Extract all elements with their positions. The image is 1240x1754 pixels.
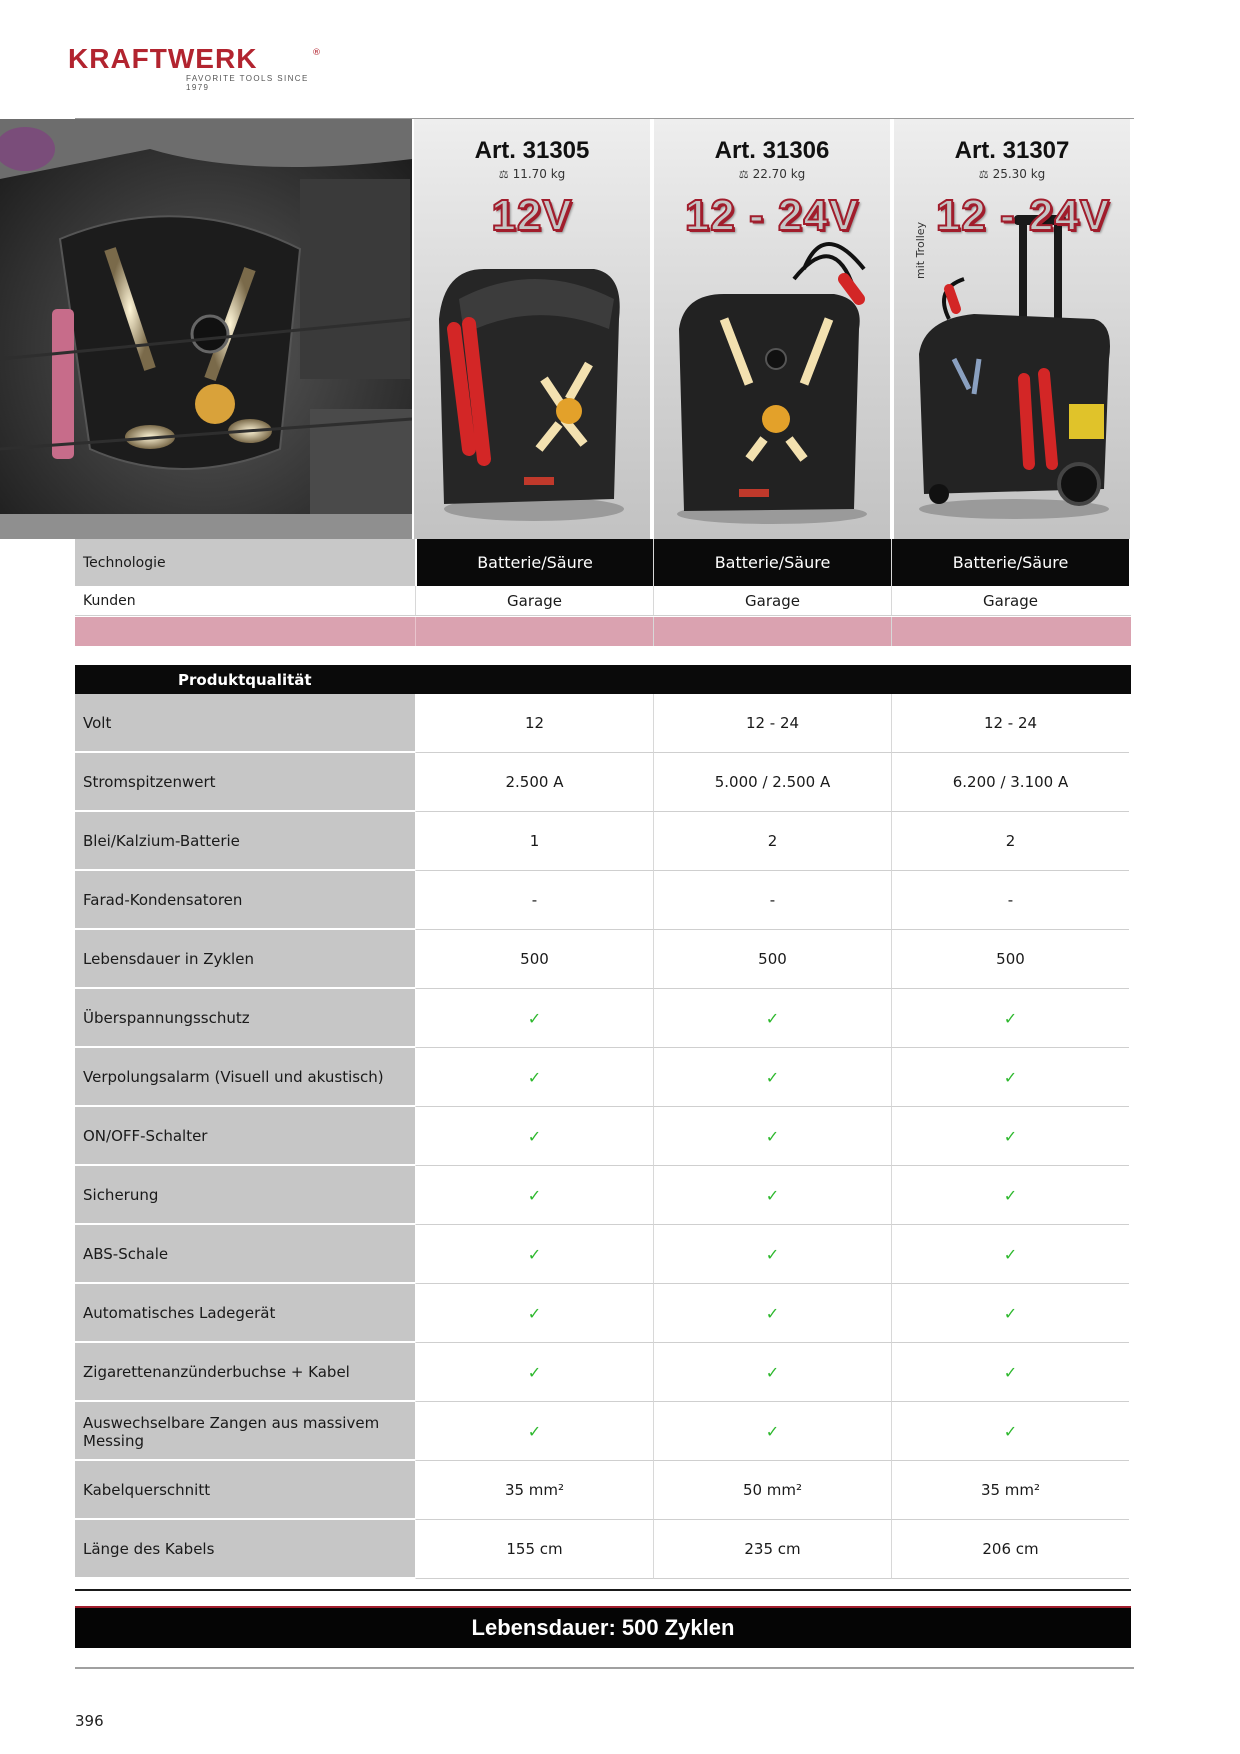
check-icon: ✓ — [527, 1126, 542, 1146]
check-icon: ✓ — [765, 1008, 780, 1028]
row-label: ON/OFF-Schalter — [75, 1107, 415, 1166]
table-row — [75, 871, 1131, 930]
check-icon: ✓ — [1003, 1126, 1018, 1146]
product-panel-31305 — [414, 119, 650, 539]
product-weight: ⚖ 22.70 kg — [738, 167, 806, 181]
engine-bay-photo — [0, 119, 412, 539]
check-icon: ✓ — [765, 1126, 780, 1146]
table-row — [75, 753, 1131, 812]
table-cell — [653, 1048, 891, 1107]
check-icon: ✓ — [765, 1421, 780, 1441]
table-cell: Garage — [653, 586, 891, 615]
voltage-badge: 12V — [491, 191, 573, 240]
table-cell — [653, 1284, 891, 1343]
table-row — [75, 1107, 1131, 1166]
row-label: Kunden — [75, 586, 415, 615]
check-icon: ✓ — [765, 1185, 780, 1205]
voltage-badge: 12 - 24V — [684, 191, 860, 240]
table-cell: - — [653, 871, 891, 930]
table-cell: 500 — [653, 930, 891, 989]
row-label: Länge des Kabels — [75, 1520, 415, 1579]
check-icon: ✓ — [527, 1185, 542, 1205]
brand-name: KRAFTWERK — [68, 43, 258, 74]
check-icon: ✓ — [527, 1008, 542, 1028]
table-cell — [891, 1402, 1129, 1461]
table-row-technologie — [75, 539, 1131, 586]
table-cell — [415, 617, 653, 646]
registered-mark: ® — [312, 48, 321, 58]
table-cell — [653, 1166, 891, 1225]
table-cell: 2 — [891, 812, 1129, 871]
row-label: Sicherung — [75, 1166, 415, 1225]
brand-tagline: FAVORITE TOOLS SINCE 1979 — [186, 74, 309, 92]
booster-12v-illustration — [414, 119, 650, 539]
row-label: Überspannungsschutz — [75, 989, 415, 1048]
check-icon: ✓ — [1003, 1244, 1018, 1264]
check-icon: ✓ — [1003, 1067, 1018, 1087]
table-cell: 500 — [891, 930, 1129, 989]
table-row — [75, 694, 1131, 753]
check-icon: ✓ — [765, 1303, 780, 1323]
table-cell — [415, 1166, 653, 1225]
table-row — [75, 1225, 1131, 1284]
table-cell — [415, 1225, 653, 1284]
article-number: Art. 31307 — [954, 137, 1070, 164]
table-cell: 12 — [415, 694, 653, 753]
table-row — [75, 1166, 1131, 1225]
table-cell: 6.200 / 3.100 A — [891, 753, 1129, 812]
check-icon: ✓ — [1003, 1185, 1018, 1205]
row-label: Volt — [75, 694, 415, 753]
check-icon: ✓ — [765, 1362, 780, 1382]
product-weight: ⚖ 25.30 kg — [978, 167, 1046, 181]
product-panel-31306 — [654, 119, 890, 539]
row-label: Zigarettenanzünderbuchse + Kabel — [75, 1343, 415, 1402]
table-cell — [891, 1048, 1129, 1107]
row-label: Kabelquerschnitt — [75, 1461, 415, 1520]
table-cell — [653, 617, 891, 646]
check-icon: ✓ — [527, 1303, 542, 1323]
table-cell: 35 mm² — [891, 1461, 1129, 1520]
table-cell: 206 cm — [891, 1520, 1129, 1579]
lifetime-banner: Lebensdauer: 500 Zyklen — [75, 1606, 1131, 1648]
check-icon: ✓ — [765, 1244, 780, 1264]
table-row — [75, 1520, 1131, 1579]
table-row — [75, 1402, 1131, 1461]
section-header: Produktqualität — [75, 665, 1131, 694]
table-row — [75, 1048, 1131, 1107]
table-cell: 1 — [415, 812, 653, 871]
table-cell — [891, 1343, 1129, 1402]
table-cell: 235 cm — [653, 1520, 891, 1579]
table-cell: 35 mm² — [415, 1461, 653, 1520]
row-label: ABS-Schale — [75, 1225, 415, 1284]
table-row — [75, 1284, 1131, 1343]
table-bottom-rule — [75, 1589, 1131, 1591]
booster-trolley-illustration — [894, 119, 1130, 539]
table-cell — [891, 1166, 1129, 1225]
table-cell: 5.000 / 2.500 A — [653, 753, 891, 812]
table-cell — [653, 1225, 891, 1284]
row-label: Verpolungsalarm (Visuell und akustisch) — [75, 1048, 415, 1107]
table-cell — [415, 1343, 653, 1402]
table-cell: - — [415, 871, 653, 930]
bottom-divider — [75, 1667, 1134, 1669]
row-label: Auswechselbare Zangen aus massivem Messing — [75, 1402, 415, 1461]
table-cell: 50 mm² — [653, 1461, 891, 1520]
table-cell — [891, 617, 1129, 646]
table-cell — [891, 1284, 1129, 1343]
table-row — [75, 1343, 1131, 1402]
table-cell: Batterie/Säure — [653, 539, 891, 586]
check-icon: ✓ — [1003, 1421, 1018, 1441]
table-cell: - — [891, 871, 1129, 930]
article-number: Art. 31306 — [714, 137, 830, 164]
scale-icon: ⚖ — [498, 168, 509, 181]
row-label: Farad-Kondensatoren — [75, 871, 415, 930]
row-label: Stromspitzenwert — [75, 753, 415, 812]
article-number: Art. 31305 — [474, 137, 590, 164]
product-panel-31307 — [894, 119, 1130, 539]
table-row — [75, 1461, 1131, 1520]
scale-icon: ⚖ — [978, 168, 989, 181]
table-row-kunden — [75, 586, 1131, 616]
page-number: 396 — [75, 1712, 104, 1730]
table-cell — [891, 989, 1129, 1048]
check-icon: ✓ — [527, 1244, 542, 1264]
check-icon: ✓ — [1003, 1303, 1018, 1323]
engine-bay-illustration — [0, 119, 412, 539]
booster-12-24v-illustration — [654, 119, 890, 539]
table-cell: Batterie/Säure — [891, 539, 1129, 586]
table-cell — [891, 1107, 1129, 1166]
table-cell: 2.500 A — [415, 753, 653, 812]
table-cell — [653, 1107, 891, 1166]
table-cell: 2 — [653, 812, 891, 871]
table-cell: Garage — [891, 586, 1129, 615]
table-cell — [415, 1107, 653, 1166]
check-icon: ✓ — [527, 1362, 542, 1382]
check-icon: ✓ — [1003, 1362, 1018, 1382]
table-cell — [891, 1225, 1129, 1284]
voltage-badge: 12 - 24V — [935, 191, 1111, 240]
check-icon: ✓ — [527, 1067, 542, 1087]
table-cell — [653, 989, 891, 1048]
table-cell: 12 - 24 — [653, 694, 891, 753]
brand-logo — [68, 43, 328, 92]
table-cell: 500 — [415, 930, 653, 989]
table-cell: Garage — [415, 586, 653, 615]
check-icon: ✓ — [765, 1067, 780, 1087]
row-label: Technologie — [75, 539, 415, 586]
row-label: Blei/Kalzium-Batterie — [75, 812, 415, 871]
table-cell — [653, 1343, 891, 1402]
table-cell: 155 cm — [415, 1520, 653, 1579]
table-row — [75, 812, 1131, 871]
table-cell: 12 - 24 — [891, 694, 1129, 753]
product-weight: ⚖ 11.70 kg — [498, 167, 566, 181]
scale-icon: ⚖ — [738, 168, 749, 181]
table-row-spacer — [75, 617, 1131, 646]
row-label: Automatisches Ladegerät — [75, 1284, 415, 1343]
check-icon: ✓ — [1003, 1008, 1018, 1028]
check-icon: ✓ — [527, 1421, 542, 1441]
table-cell — [415, 1048, 653, 1107]
trolley-note: mit Trolley — [914, 221, 927, 279]
table-row — [75, 930, 1131, 989]
row-label-empty — [75, 617, 415, 646]
table-cell — [415, 1402, 653, 1461]
table-row — [75, 989, 1131, 1048]
row-label: Lebensdauer in Zyklen — [75, 930, 415, 989]
table-cell — [415, 989, 653, 1048]
table-cell — [415, 1284, 653, 1343]
table-cell: Batterie/Säure — [415, 539, 653, 586]
table-cell — [653, 1402, 891, 1461]
